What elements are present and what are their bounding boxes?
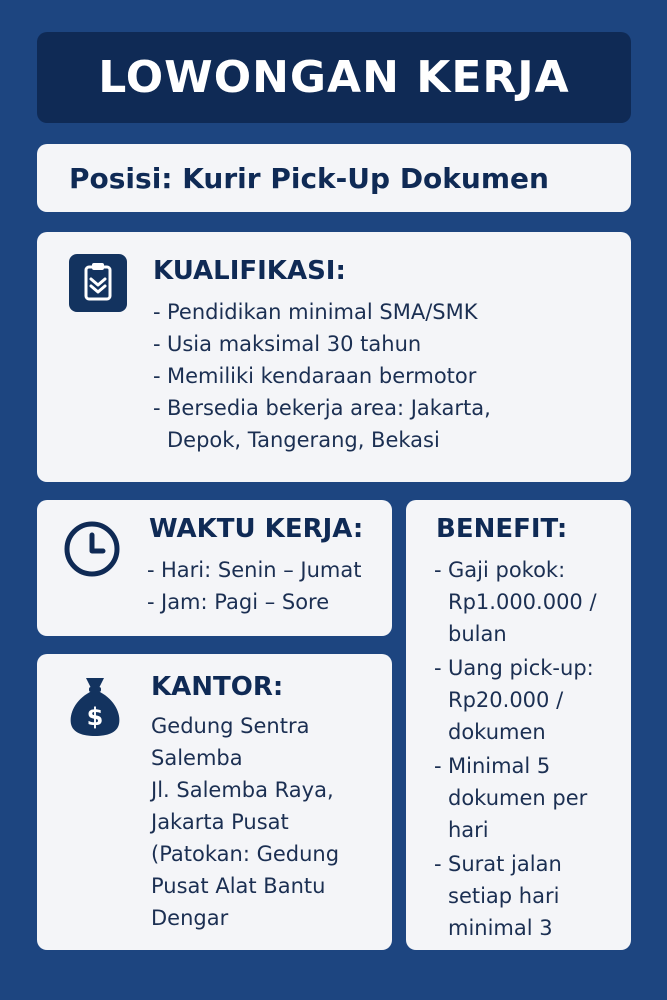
benefit-title: BENEFIT: — [436, 514, 568, 544]
position-text: Posisi: Kurir Pick-Up Dokumen — [69, 161, 549, 195]
address-line: Pusat Alat Bantu — [151, 874, 326, 898]
office-card — [37, 654, 392, 950]
address-line: Gedung Sentra — [151, 714, 310, 738]
position-card — [37, 144, 631, 212]
address-line: (Patokan: Gedung — [151, 842, 340, 866]
qualifications-list — [153, 296, 491, 456]
list-item: - Bersedia bekerja area: Jakarta, — [153, 396, 491, 420]
list-item: - Hari: Senin – Jumat — [147, 558, 362, 582]
list-item: - Uang pick-up: Rp20.000 / dokumen — [434, 656, 594, 744]
office-address — [151, 710, 339, 934]
list-item: - Surat jalan setiap hari minimal 3 — [434, 852, 562, 940]
benefit-card — [406, 500, 631, 950]
clipboard-check-icon — [69, 254, 127, 316]
address-line: Dengar — [151, 906, 229, 930]
list-item: - Pendidikan minimal SMA/SMK — [153, 300, 478, 324]
qualifications-title: KUALIFIKASI: — [153, 256, 346, 286]
work-time-title: WAKTU KERJA: — [149, 514, 364, 544]
clock-icon — [63, 520, 121, 582]
list-item: - Jam: Pagi – Sore — [147, 590, 330, 614]
list-item: - Minimal 5 dokumen per hari — [434, 754, 588, 842]
page-title: LOWONGAN KERJA — [98, 52, 570, 103]
qualifications-card — [37, 232, 631, 482]
office-title: KANTOR: — [151, 672, 284, 702]
work-time-list — [147, 554, 362, 618]
list-item: - Gaji pokok: Rp1.000.000 / bulan — [434, 558, 597, 646]
svg-text:$: $ — [86, 703, 104, 731]
list-item: - Memiliki kendaraan bermotor — [153, 364, 477, 388]
header-banner — [37, 32, 631, 123]
work-time-card — [37, 500, 392, 636]
address-line: Salemba — [151, 746, 243, 770]
benefit-list — [434, 554, 624, 944]
address-line: Jakarta Pusat — [151, 810, 289, 834]
money-bag-icon — [65, 674, 125, 742]
list-item: - Usia maksimal 30 tahun — [153, 332, 422, 356]
address-line: Jl. Salemba Raya, — [151, 778, 334, 802]
list-item-continuation: Depok, Tangerang, Bekasi — [167, 428, 440, 452]
